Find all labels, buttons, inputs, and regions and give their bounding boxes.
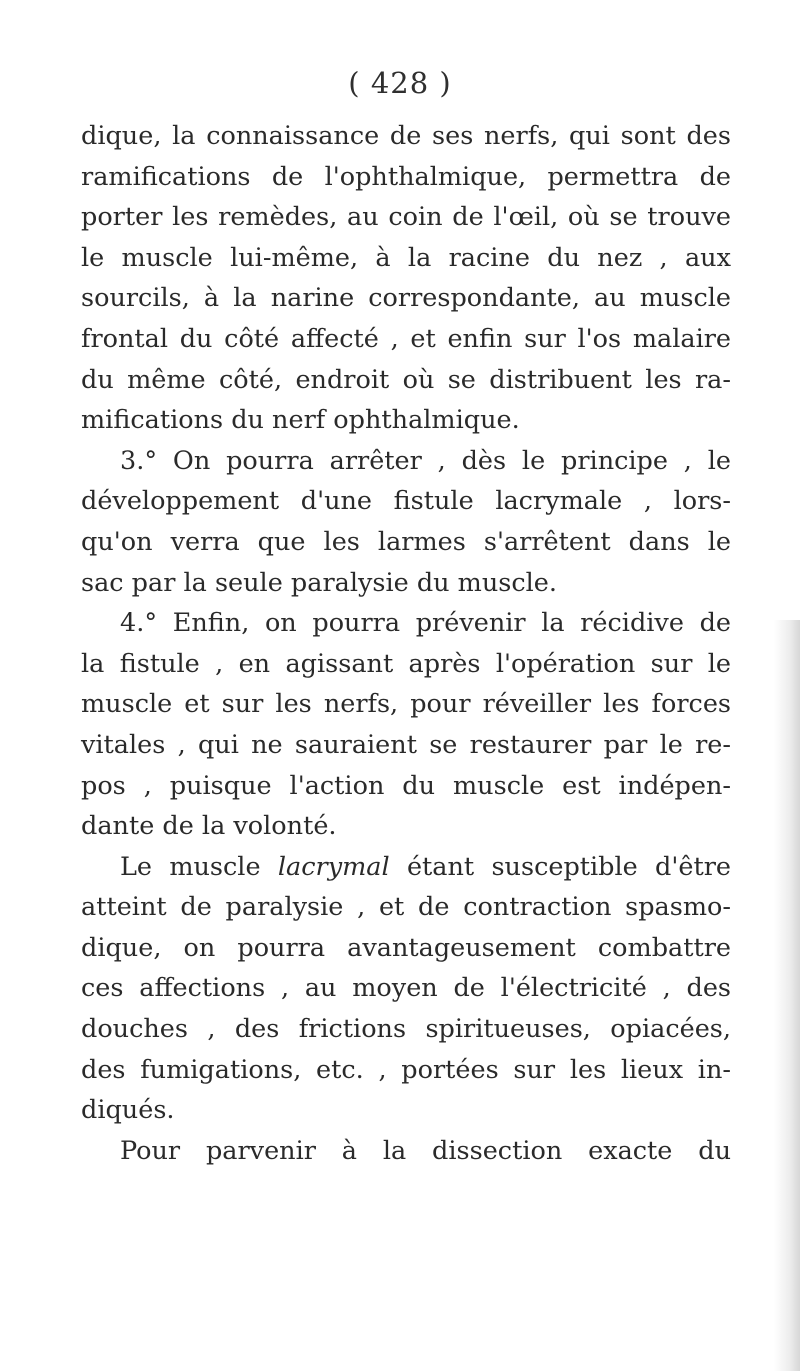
text-line: sac par la seule paralysie du muscle. xyxy=(81,567,558,598)
text-line: diqués. xyxy=(81,1095,175,1126)
body-text xyxy=(81,116,731,1171)
text-line: le muscle lui-même, à la racine du nez , aux xyxy=(81,242,731,273)
text-line: dante de la volonté. xyxy=(81,811,337,842)
text-line: du même côté, endroit où se distribuent les ra- xyxy=(81,364,731,395)
paragraph-3-first-line: 3.° On pourra arrêter , dès le principe , le xyxy=(120,445,731,476)
page-edge-shadow xyxy=(774,620,800,1371)
text-line: douches , des frictions spiritueuses, opiacées, xyxy=(81,1014,731,1045)
text-line: ramifications de l'ophthalmique, permettra de xyxy=(81,161,731,192)
text-line: la fistule , en agissant après l'opération sur le xyxy=(81,648,731,679)
page-number: ( 428 ) xyxy=(348,66,452,100)
text-line: qu'on verra que les larmes s'arrêtent dans le xyxy=(81,526,731,557)
paragraph-final-line: Pour parvenir à la dissection exacte du xyxy=(120,1135,731,1166)
text-line: mifications du nerf ophthalmique. xyxy=(81,405,520,436)
text-line: ces affections , au moyen de l'électricité , des xyxy=(81,973,731,1004)
text-line: porter les remèdes, au coin de l'œil, où se trouve xyxy=(81,202,731,233)
paragraph-4-first-line: 4.° Enfin, on pourra prévenir la récidive de xyxy=(120,608,731,639)
text-line: atteint de paralysie , et de contraction spasmo- xyxy=(81,892,731,923)
text-line: développement d'une fistule lacrymale , lors- xyxy=(81,486,731,517)
text-line: frontal du côté affecté , et enfin sur l'os malaire xyxy=(81,323,731,354)
text-line: sourcils, à la narine correspondante, au muscle xyxy=(81,283,731,314)
text-line: muscle et sur les nerfs, pour réveiller les forces xyxy=(81,689,731,720)
text-fragment: Le muscle xyxy=(120,851,278,882)
text-line: des fumigations, etc. , portées sur les lieux in- xyxy=(81,1054,731,1085)
italic-term: lacrymal xyxy=(277,851,390,882)
text-line: pos , puisque l'action du muscle est indépen- xyxy=(81,770,731,801)
paragraph-lacrymal-first-line xyxy=(81,847,731,888)
text-line: vitales , qui ne sauraient se restaurer par le re- xyxy=(81,729,731,760)
text-fragment: étant susceptible d'être xyxy=(389,851,731,882)
text-line: dique, on pourra avantageusement combattre xyxy=(81,932,731,963)
text-line: dique, la connaissance de ses nerfs, qui sont des xyxy=(81,121,731,151)
